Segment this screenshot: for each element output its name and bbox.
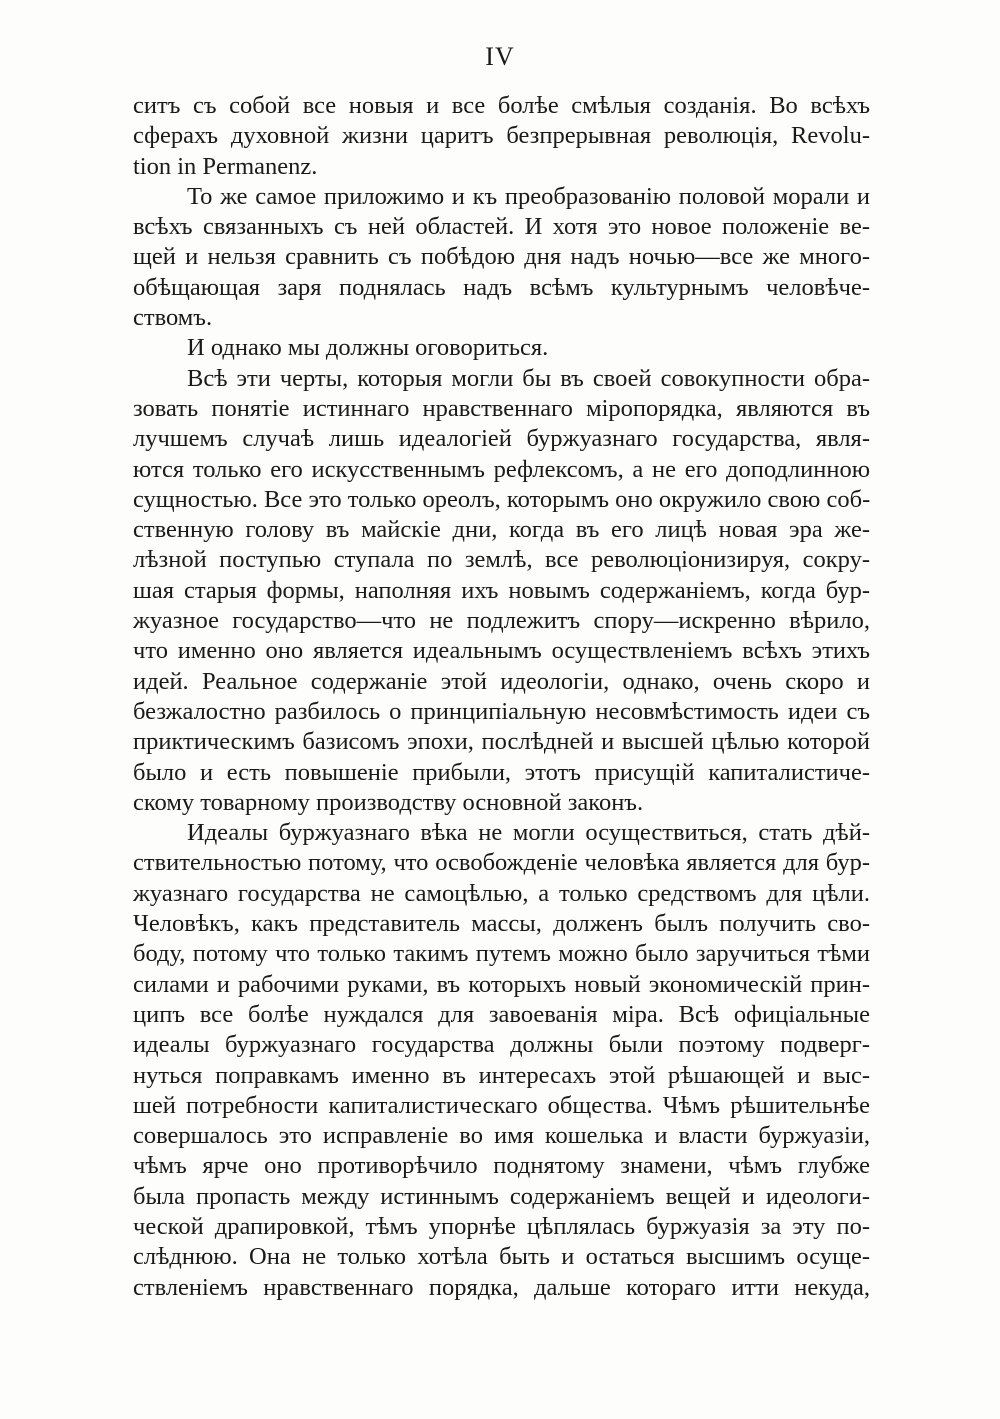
- text-line: жуазное государство—что не подлежитъ спору—искренно вѣрило,: [133, 607, 870, 635]
- text-line: tion in Permanenz.: [133, 152, 318, 180]
- text-line: шей потребности капиталистическаго общества. Чѣмъ рѣшительнѣе: [133, 1091, 870, 1119]
- body-text: [133, 91, 870, 1303]
- text-line: обѣщающая заря поднялась надъ всѣмъ культурнымъ человѣче-: [133, 273, 870, 301]
- text-line: сущностью. Все это только ореолъ, которымъ оно окружило свою соб-: [133, 485, 871, 513]
- text-line: ствительностью потому, что освобожденіе человѣка является для бур-: [133, 849, 870, 877]
- text-line: совершалось это исправленіе во имя кошелька и власти буржуазіи,: [133, 1122, 870, 1150]
- text-line: То же самое приложимо и къ преобразованію половой морали и: [187, 182, 870, 210]
- paragraph: [133, 364, 870, 818]
- text-line: сферахъ духовной жизни царитъ безпрерывная революція, Revolu-: [133, 122, 870, 150]
- page-number: IV: [485, 42, 515, 71]
- text-line: ствленіемъ нравственнаго порядка, дальше котораго итти некуда,: [133, 1273, 870, 1301]
- text-line: ситъ съ собой все новыя и все болѣе смѣлыя созданія. Во всѣхъ: [133, 92, 870, 119]
- paragraph: [133, 91, 870, 182]
- text-line: нуться поправкамъ именно въ интересахъ этой рѣшающей и выс-: [133, 1061, 870, 1089]
- text-line: всѣхъ связанныхъ съ ней областей. И хотя это новое положеніе ве-: [133, 213, 870, 241]
- text-line: И однако мы должны оговориться.: [187, 334, 549, 362]
- text-line: боду, потому что только такимъ путемъ можно было заручиться тѣми: [133, 940, 870, 968]
- text-line: приктическимъ базисомъ эпохи, послѣдней и высшей цѣлью которой: [133, 728, 870, 756]
- text-line: чѣмъ ярче оно противорѣчило поднятому знамени, чѣмъ глубже: [133, 1152, 870, 1180]
- text-line: идеалы буржуазнаго государства должны были поэтому подверг-: [133, 1031, 870, 1059]
- text-line: Идеалы буржуазнаго вѣка не могли осуществиться, стать дѣй-: [187, 819, 870, 847]
- text-line: ются только его искусственнымъ рефлексомъ, а не его доподлинною: [133, 455, 870, 483]
- text-line: что именно оно является идеальнымъ осуществленіемъ всѣхъ этихъ: [133, 637, 870, 665]
- text-line: безжалостно разбилось о принципіальную несовмѣстимость идеи съ: [133, 697, 870, 725]
- text-line: жуазнаго государства не самоцѣлью, а только средствомъ для цѣли.: [133, 879, 870, 907]
- text-line: ческой драпировкой, тѣмъ упорнѣе цѣплялась буржуазія за эту по-: [133, 1212, 870, 1240]
- paragraph: [133, 818, 870, 1303]
- text-line: ципъ все болѣе нуждался для завоеванія міра. Всѣ офиціальные: [133, 1000, 870, 1028]
- text-line: шая старыя формы, наполняя ихъ новымъ содержаніемъ, когда бур-: [133, 576, 870, 604]
- text-line: силами и рабочими руками, въ которыхъ новый экономическій прин-: [133, 970, 870, 998]
- paragraph: [133, 182, 870, 333]
- text-line: идей. Реальное содержаніе этой идеологіи, однако, очень скоро и: [133, 667, 870, 695]
- text-line: ствомъ.: [133, 304, 213, 332]
- paragraph: [133, 333, 870, 363]
- text-line: щей и нельзя сравнить съ побѣдою дня надъ ночью—все же много-: [133, 243, 870, 271]
- text-line: было и есть повышеніе прибыли, этотъ присущій капиталистиче-: [133, 758, 870, 786]
- text-line: скому товарному производству основной законъ.: [133, 788, 644, 816]
- text-line: лучшемъ случаѣ лишь идеалогіей буржуазнаго государства, явля-: [133, 425, 870, 453]
- text-line: Человѣкъ, какъ представитель массы, долженъ былъ получить сво-: [133, 910, 870, 938]
- text-line: была пропасть между истиннымъ содержаніемъ вещей и идеологи-: [133, 1182, 870, 1210]
- text-line: ственную голову въ майскіе дни, когда въ его лицѣ новая эра же-: [133, 516, 870, 544]
- text-line: слѣднюю. Она не только хотѣла быть и остаться высшимъ осуще-: [133, 1243, 870, 1271]
- text-line: Всѣ эти черты, которыя могли бы въ своей совокупности обра-: [187, 364, 870, 392]
- text-line: лѣзной поступью ступала по землѣ, все революціонизируя, сокру-: [133, 546, 870, 574]
- text-line: зовать понятіе истиннаго нравственнаго міропорядка, являются въ: [133, 394, 870, 422]
